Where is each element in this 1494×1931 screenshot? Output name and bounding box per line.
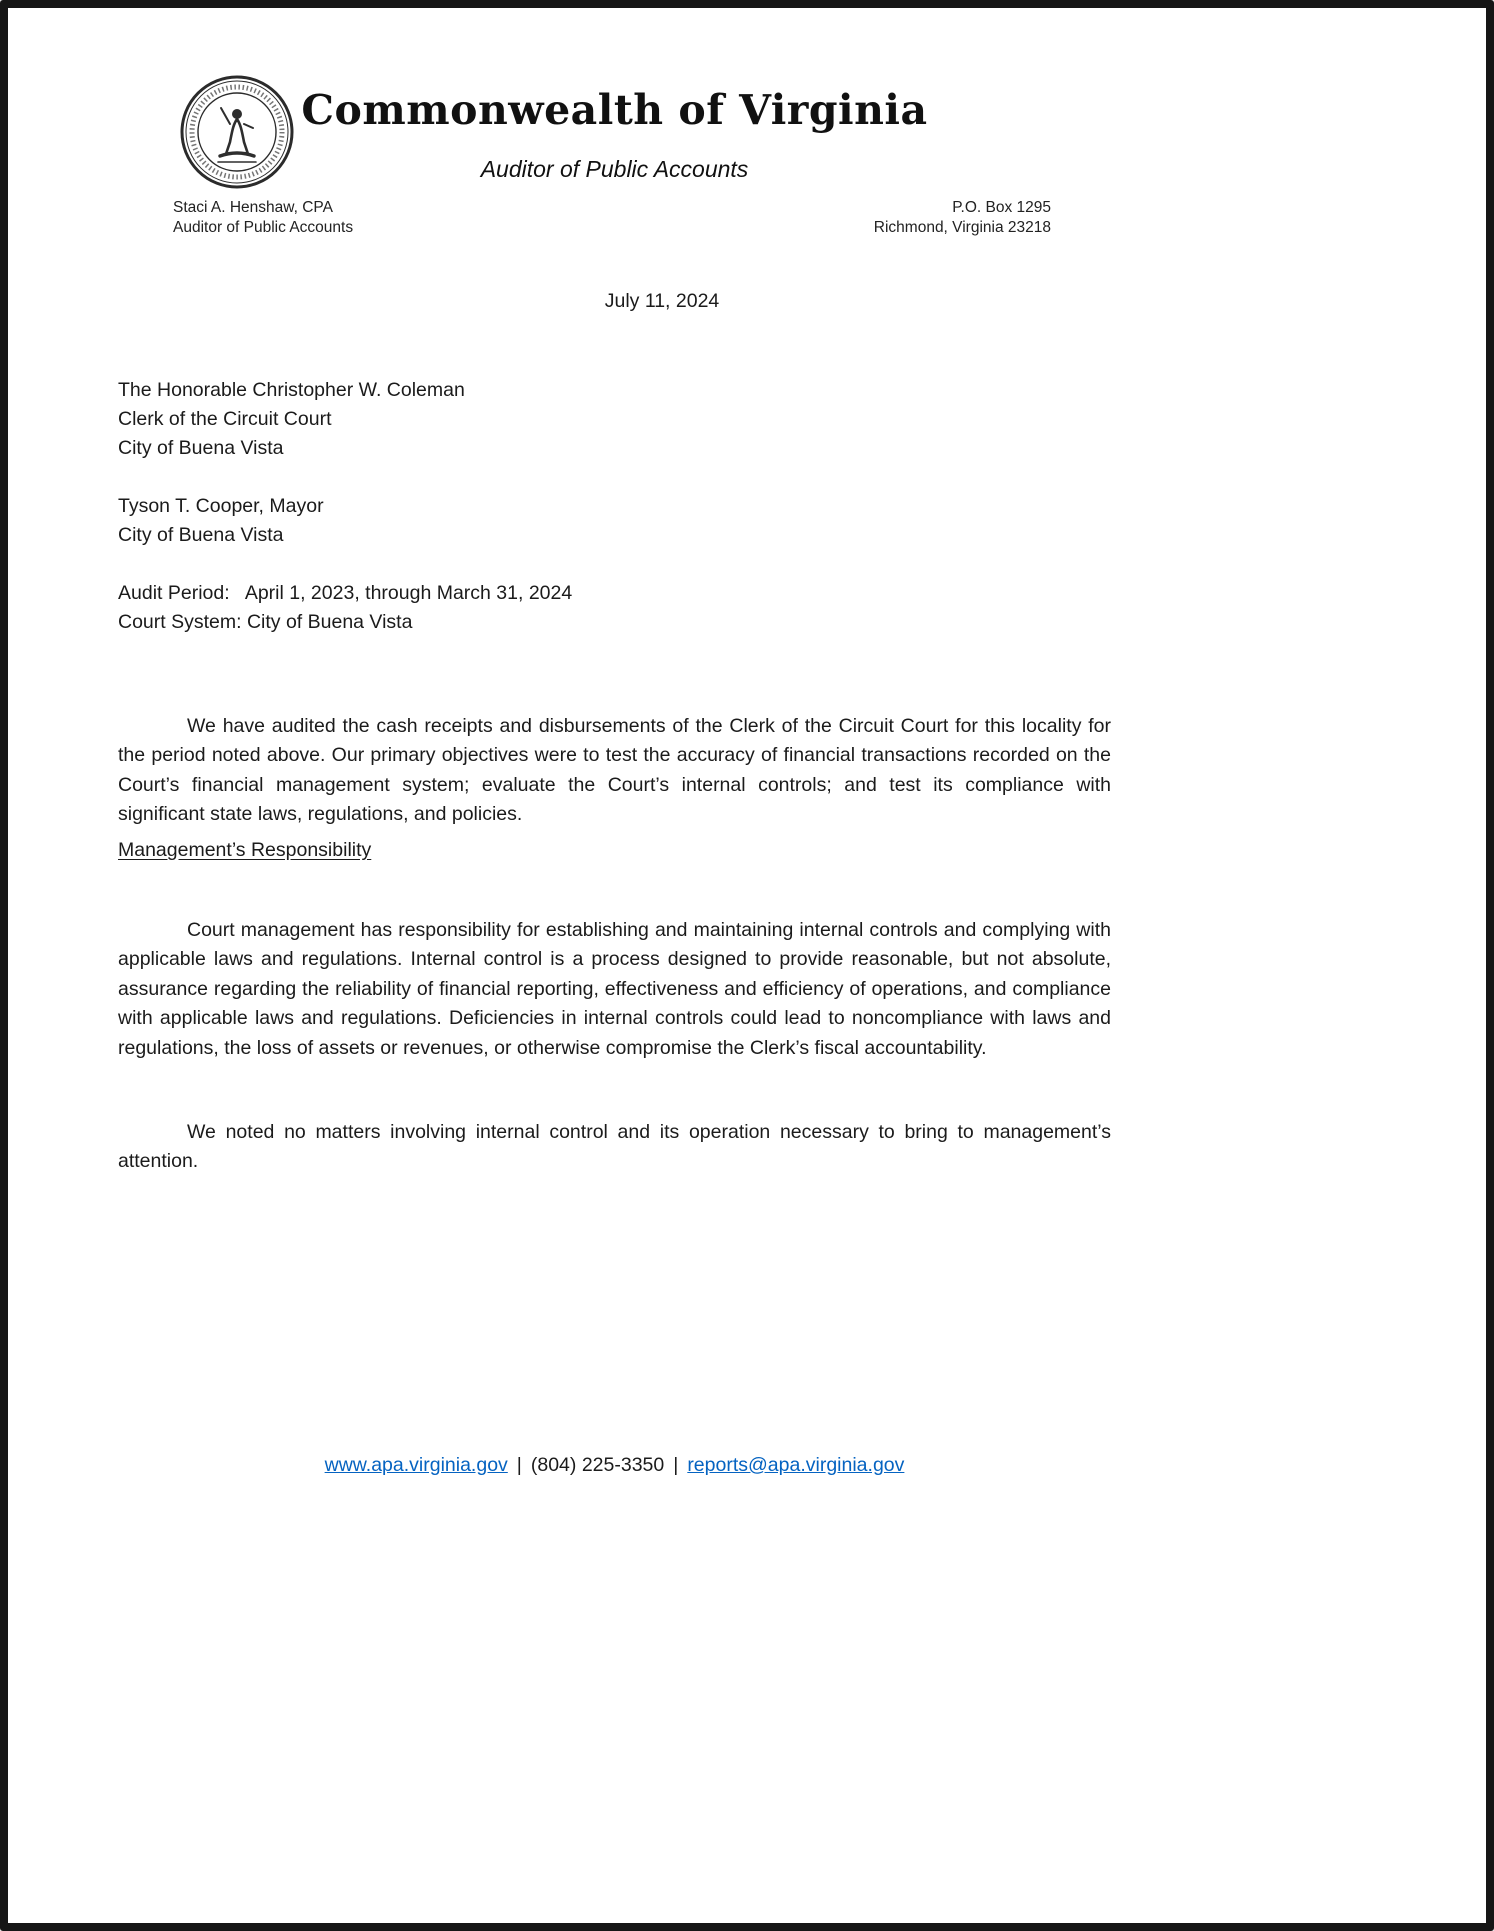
city-state-zip-line: Richmond, Virginia 23218	[873, 219, 1051, 236]
section-heading-managements-responsibility: Management’s Responsibility	[118, 839, 372, 861]
blank-line	[118, 463, 572, 492]
intro-paragraph: We have audited the cash receipts and disbursements of the Clerk of the Circuit Court for this locality for the period noted above. Our primary objectives were to test the accuracy of financial transactions recorded on the Court’s financial management system; evaluate the Court’s internal controls; and test its compliance with significant state laws, regulations, and policies.	[118, 714, 1111, 826]
office-address-block	[874, 198, 1051, 238]
recipient-title: Clerk of the Circuit Court	[118, 408, 332, 430]
responsibility-paragraph: Court management has responsibility for establishing and maintaining internal controls and complying with applicable laws and regulations. Internal control is a process designed to provide reasonable, but not absolute, assurance regarding the reliability of financial reporting, effectiveness and efficiency of operations, and compliance with applicable laws and regulations. Deficiencies in internal controls could lead to noncompliance with laws and regulations, the loss of assets or revenues, or otherwise compromise the Clerk’s fiscal accountability.	[118, 918, 1111, 1059]
address-block	[118, 376, 572, 637]
recipient-name: The Honorable Christopher W. Coleman	[118, 379, 465, 401]
recipient-locality: City of Buena Vista	[118, 437, 284, 459]
email-link[interactable]: reports@apa.virginia.gov	[687, 1454, 905, 1476]
letterhead	[118, 86, 1111, 183]
auditor-title: Auditor of Public Accounts	[173, 219, 354, 236]
letter-footer	[118, 1454, 1111, 1477]
footer-separator: |	[516, 1454, 522, 1476]
audit-period-line: Audit Period: April 1, 2023, through March 31, 2024	[118, 582, 573, 604]
recipient2-locality: City of Buena Vista	[118, 524, 284, 546]
letter-date: July 11, 2024	[604, 290, 720, 312]
auditor-name: Staci A. Henshaw, CPA	[173, 199, 333, 216]
footer-separator: |	[673, 1454, 679, 1476]
letterhead-contact-row	[173, 198, 1051, 238]
court-system-line: Court System: City of Buena Vista	[118, 611, 413, 633]
letterhead-subtitle: Auditor of Public Accounts	[480, 156, 749, 182]
auditor-identity-block	[173, 198, 353, 238]
letterhead-title: Commonwealth of Virginia	[301, 86, 928, 134]
recipient2-name: Tyson T. Cooper, Mayor	[118, 495, 324, 517]
no-matters-paragraph: We noted no matters involving internal control and its operation necessary to bring to management’s attention.	[118, 1120, 1111, 1173]
po-box-line: P.O. Box 1295	[952, 199, 1051, 216]
website-link[interactable]: www.apa.virginia.gov	[324, 1454, 508, 1476]
blank-line	[118, 550, 572, 579]
phone-number: (804) 225-3350	[530, 1454, 665, 1476]
